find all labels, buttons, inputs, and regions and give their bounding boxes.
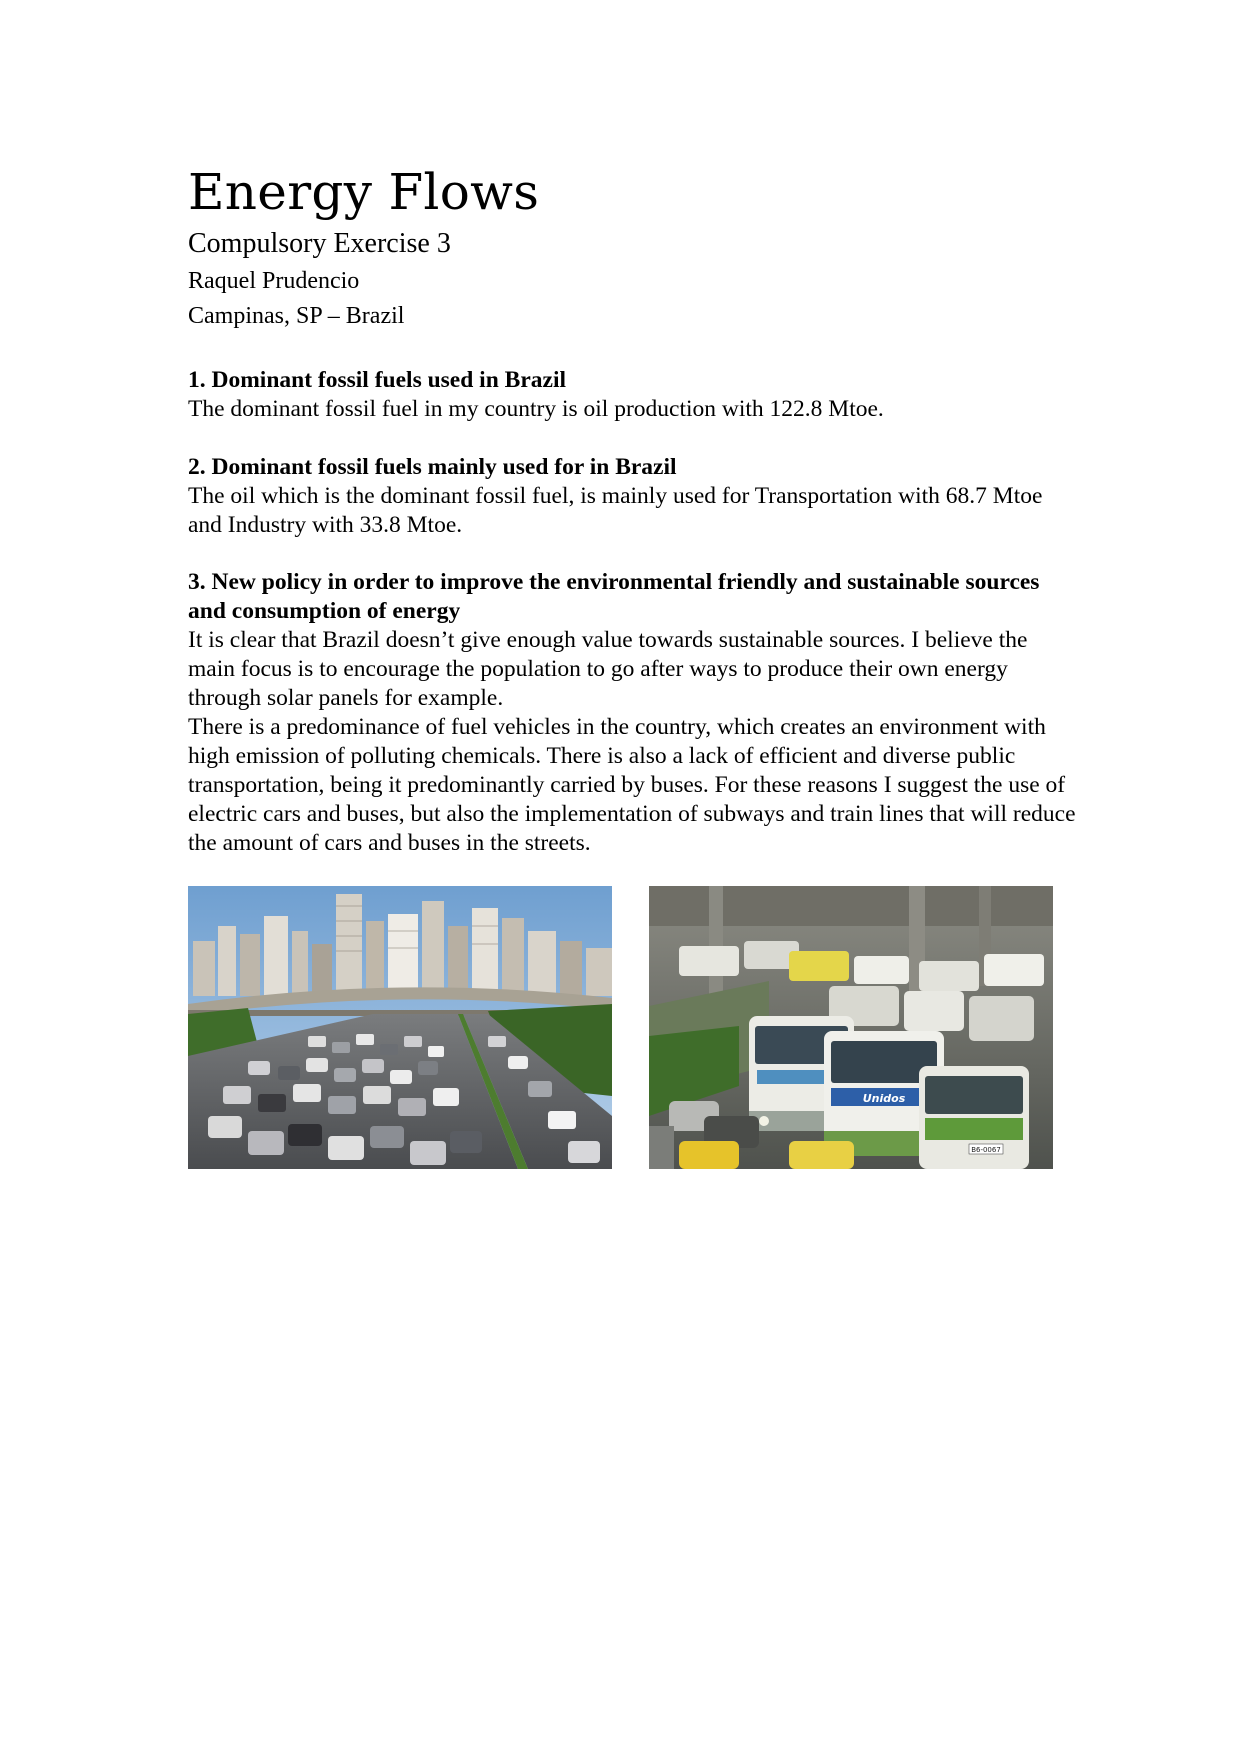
bus-sign-text: Unidos bbox=[862, 1092, 906, 1105]
author-name: Raquel Prudencio bbox=[188, 268, 360, 294]
document-subtitle: Compulsory Exercise 3 bbox=[188, 228, 451, 259]
section-2-heading: 2. Dominant fossil fuels mainly used for in Brazil bbox=[188, 454, 677, 480]
bus-plate-text: B6-0067 bbox=[971, 1146, 1001, 1154]
section-1-paragraph: The dominant fossil fuel in my country is oil production with 122.8 Mtoe. bbox=[188, 396, 884, 422]
section-1 bbox=[188, 366, 1078, 424]
highway-traffic-illustration bbox=[188, 886, 612, 1169]
author-location: Campinas, SP – Brazil bbox=[188, 303, 405, 329]
document-title: Energy Flows bbox=[188, 163, 540, 221]
section-3 bbox=[188, 568, 1078, 858]
section-3-paragraph-1: It is clear that Brazil doesn’t give enough value towards sustainable sources. I believe the main focus is to encourage the population to go after ways to produce their own energy through solar panels for example. bbox=[188, 627, 1028, 711]
photo-bus-congestion bbox=[649, 886, 1053, 1169]
section-3-heading: 3. New policy in order to improve the environmental friendly and sustainable sources and consumption of energy bbox=[188, 569, 1040, 624]
bus-congestion-illustration bbox=[649, 886, 1053, 1169]
section-3-paragraph-2: There is a predominance of fuel vehicles in the country, which creates an environment with high emission of polluting chemicals. There is also a lack of efficient and diverse public transportation, being it predominantly carried by buses. For these reasons I suggest the use of electric cars and buses, but also the implementation of subways and train lines that will reduce the amount of cars and buses in the streets. bbox=[188, 714, 1076, 856]
section-2 bbox=[188, 453, 1078, 540]
section-2-paragraph: The oil which is the dominant fossil fuel, is mainly used for Transportation with 68.7 Mtoe and Industry with 33.8 Mtoe. bbox=[188, 483, 1043, 538]
photo-highway-traffic bbox=[188, 886, 612, 1169]
section-1-heading: 1. Dominant fossil fuels used in Brazil bbox=[188, 367, 566, 393]
